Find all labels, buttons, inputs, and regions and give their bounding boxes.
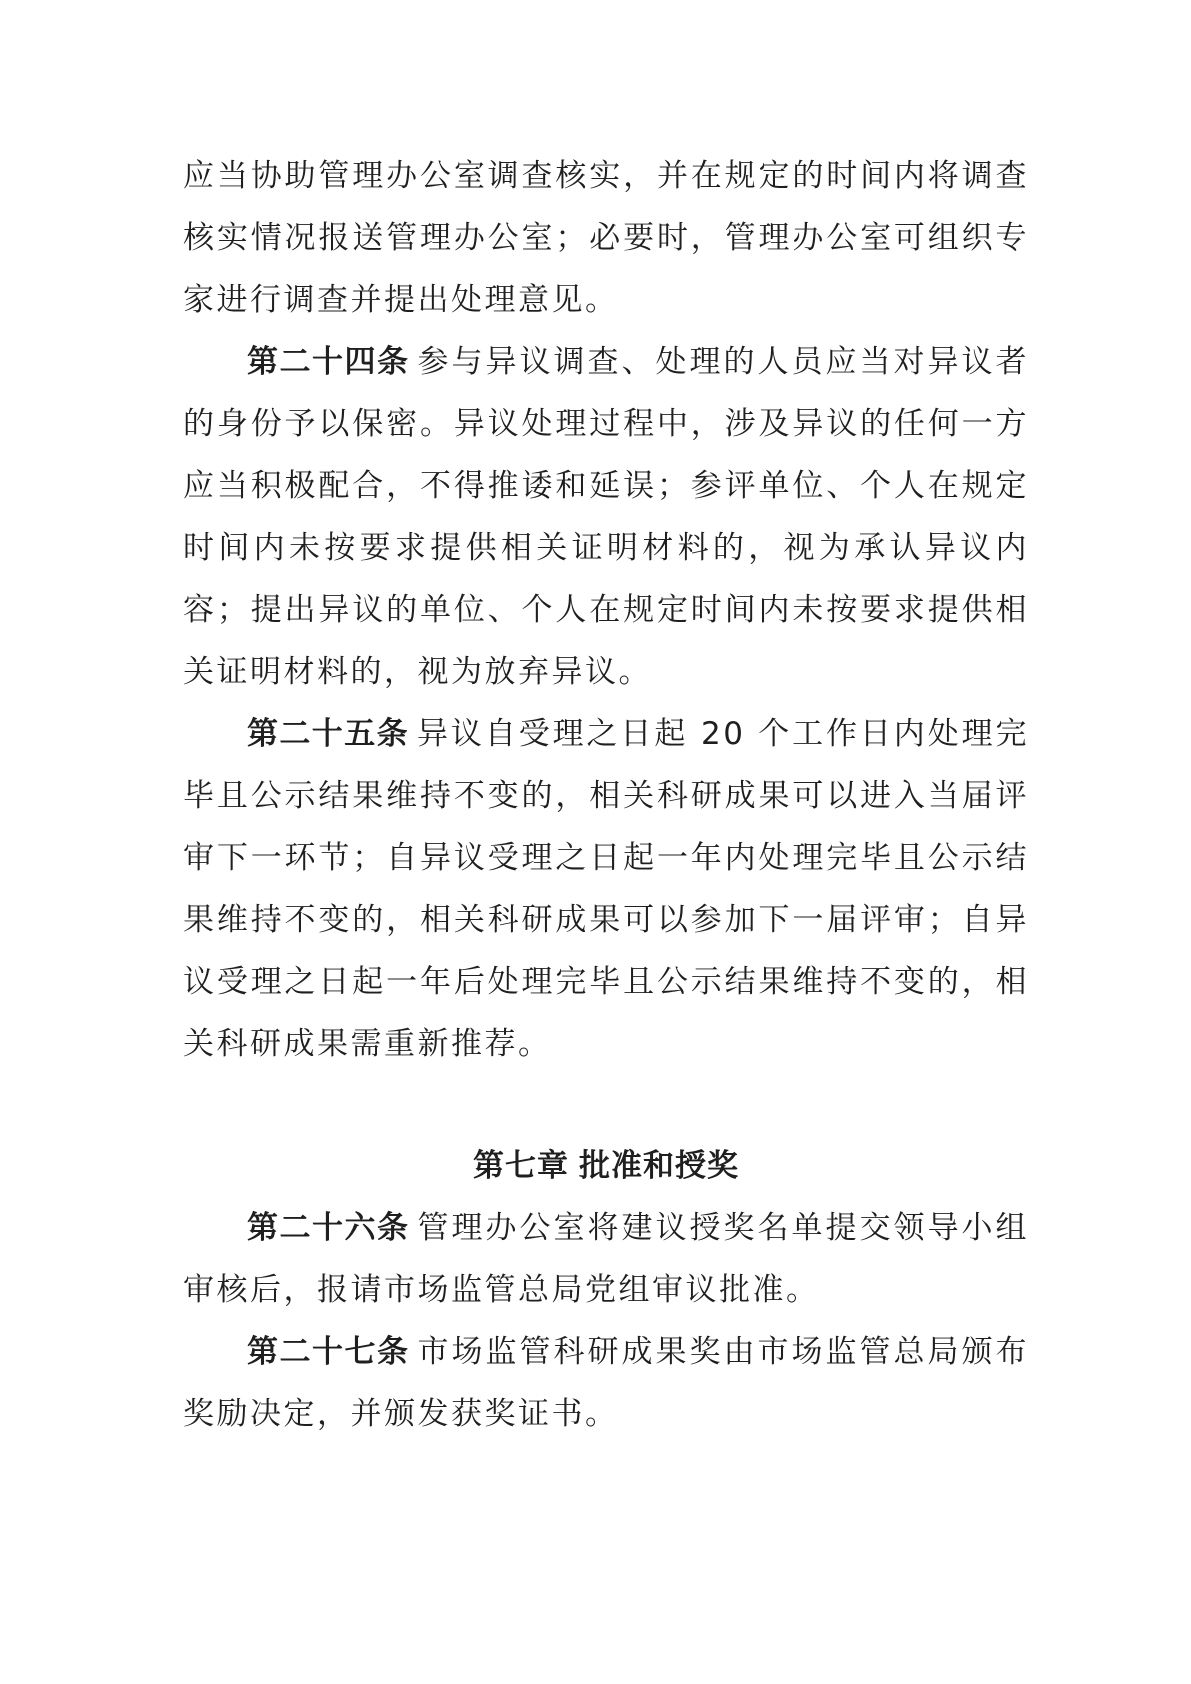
article-heading: 第二十五条 bbox=[247, 716, 410, 752]
article-heading: 第二十四条 bbox=[247, 344, 410, 380]
paragraph-text: 应当协助管理办公室调查核实，并在规定的时间内将调查核实情况报送管理办公室；必要时，管理办公室可组织专家进行调查并提出处理意见。 bbox=[183, 158, 1029, 318]
chapter-number: 第七章 bbox=[473, 1148, 569, 1184]
article-text: 管理办公室将建议授奖名单提交领导小组审核后，报请市场监管总局党组审议批准。 bbox=[183, 1210, 1029, 1308]
article-24 bbox=[183, 331, 1029, 703]
document-page bbox=[183, 145, 1029, 1445]
article-heading: 第二十七条 bbox=[247, 1334, 410, 1370]
article-26 bbox=[183, 1197, 1029, 1321]
article-27 bbox=[183, 1321, 1029, 1445]
article-text: 市场监管科研成果奖由市场监管总局颁布奖励决定，并颁发获奖证书。 bbox=[183, 1334, 1029, 1432]
article-text: 异议自受理之日起 20 个工作日内处理完毕且公示结果维持不变的，相关科研成果可以进入当届评审下一环节；自异议受理之日起一年内处理完毕且公示结果维持不变的，相关科研成果可以参加下一届评审；自异议受理之日起一年后处理完毕且公示结果维持不变的，相关科研成果需重新推荐。 bbox=[183, 716, 1030, 1062]
chapter-title: 批准和授奖 bbox=[579, 1148, 739, 1184]
paragraph-continuation bbox=[183, 145, 1029, 331]
chapter-heading bbox=[183, 1135, 1029, 1197]
article-text: 参与异议调查、处理的人员应当对异议者的身份予以保密。异议处理过程中，涉及异议的任何一方应当积极配合，不得推诿和延误；参评单位、个人在规定时间内未按要求提供相关证明材料的，视为承认异议内容；提出异议的单位、个人在规定时间内未按要求提供相关证明材料的，视为放弃异议。 bbox=[183, 344, 1029, 690]
article-25 bbox=[183, 703, 1029, 1075]
article-heading: 第二十六条 bbox=[247, 1210, 410, 1246]
